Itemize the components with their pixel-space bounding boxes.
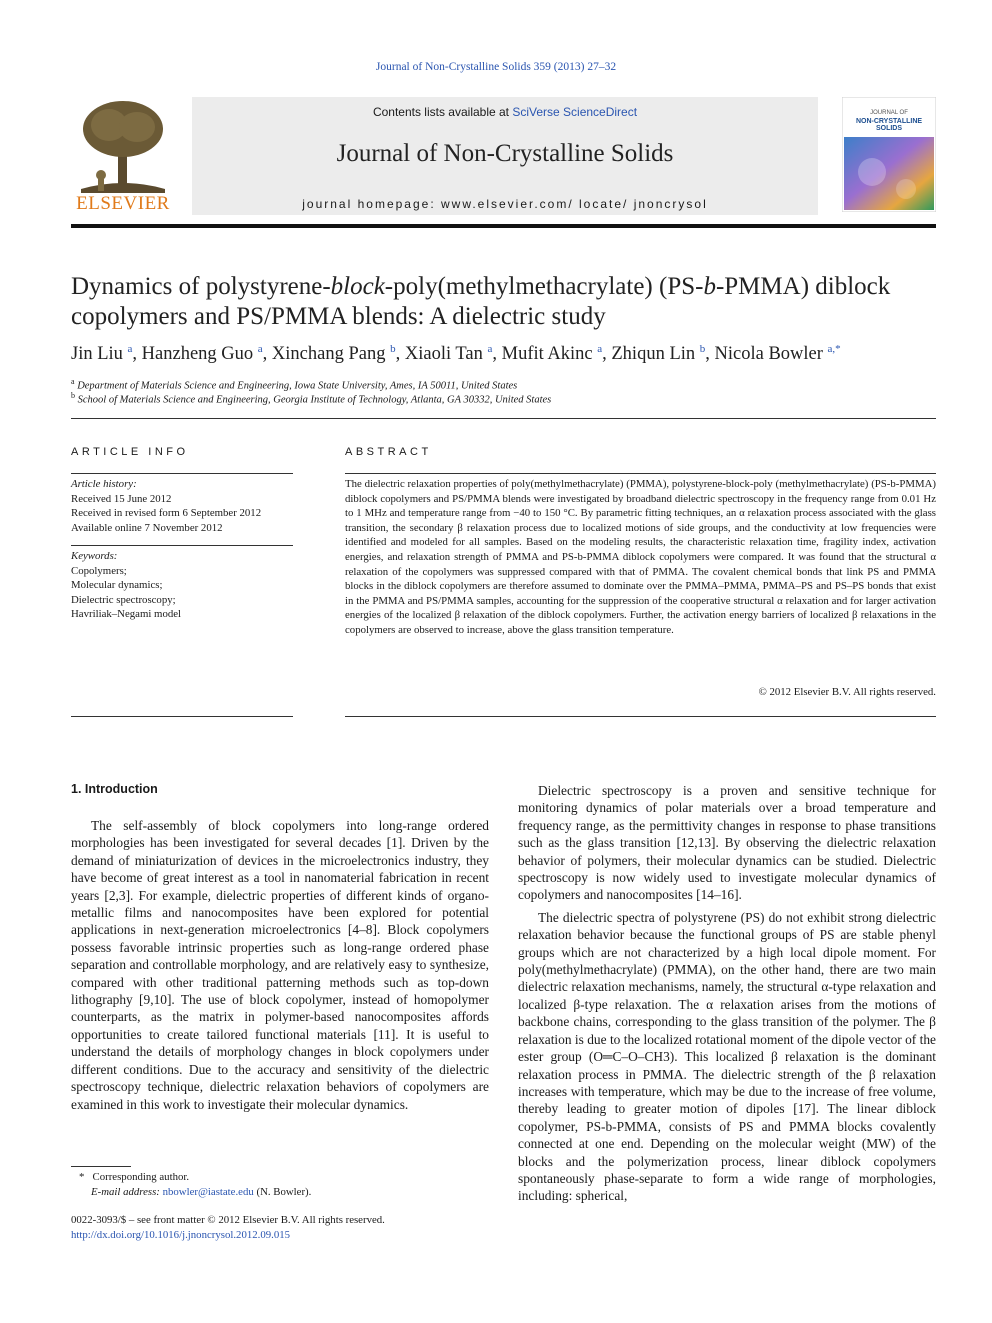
author-affil-mark[interactable]: a [597,343,603,355]
body-column-left [71,817,489,1113]
keywords [71,549,293,622]
keyword: Molecular dynamics; [71,579,163,592]
elsevier-logo [71,97,175,215]
email-suffix: (N. Bowler). [256,1186,312,1198]
author-name[interactable]: Nicola Bowler [714,344,823,365]
journal-name: Journal of Non-Crystalline Solids [336,140,674,167]
keyword: Dielectric spectroscopy; [71,593,176,606]
affiliation-a [71,377,936,392]
email-label: E-mail address: [91,1186,160,1198]
masthead-rule [71,224,936,228]
history-label: Article history: [71,478,137,490]
issn-line: 0022-3093/$ – see front matter © 2012 Elsevier B.V. All rights reserved. [71,1214,385,1226]
author-affil-mark[interactable]: a [257,343,263,355]
info-rule [71,545,293,546]
doi-link[interactable]: http://dx.doi.org/10.1016/j.jnoncrysol.2012.09.015 [71,1229,291,1241]
keywords-label: Keywords: [71,550,118,562]
author-affil-mark[interactable]: a,* [827,343,841,355]
author-list: Jin Liu $^a$, Hanzheng Guo $^a$, Xinchang Pang $^b$, Xiaoli Tan $^a$, Mufit Akinc $^a$, Zhiqun Lin $^b$, Nicola Bowler $^{a,*}$ [71,343,841,365]
footnote-star: * [79,1171,85,1183]
page-footer [71,1213,489,1243]
footnote-corresponding: Corresponding author. [92,1171,190,1183]
info-rule [71,473,293,474]
cover-title-line-2: NON-CRYSTALLINE SOLIDS [855,118,923,132]
author-name[interactable]: Zhiqun Lin [611,344,696,365]
cover-title-line-1: JOURNAL OF [870,110,908,116]
author-name[interactable]: Jin Liu [71,344,123,365]
affiliation-rule [71,418,936,419]
footnote-rule [71,1166,131,1167]
author-affil-mark[interactable]: b [390,343,396,355]
affiliation-text: School of Materials Science and Engineering, Georgia Institute of Technology, Atlanta, GA 30332, United States [77,394,552,406]
author-affil-mark[interactable]: b [699,343,706,355]
keyword: Copolymers; [71,564,127,577]
received-date: Received 15 June 2012 [71,492,172,505]
title-part-2: block [330,273,385,300]
affiliation-b [71,391,936,406]
section-heading-introduction: 1. Introduction [71,782,158,796]
article-title [71,272,936,332]
info-rule [71,716,293,717]
abstract-heading: ABSTRACT [345,446,432,458]
keyword: Havriliak–Negami model [71,608,182,621]
abstract-copyright: © 2012 Elsevier B.V. All rights reserved. [758,686,936,698]
elsevier-wordmark: ELSEVIER [76,193,170,214]
body-column-right [518,782,936,1205]
title-part-4: b [703,273,716,300]
journal-cover-thumbnail[interactable] [842,97,936,212]
paragraph: Dielectric spectroscopy is a proven and sensitive technique for monitoring dynamics of polar materials over a broad temperature and frequency range, as the permittivity changes in response to phase transitions such as the glass transition [12,13]. By observing the dielectric relaxation behavior of polymers, their molecular dynamics can be studied. Dielectric spectroscopy is now widely used to investigate molecular dynamics of copolymers and nanocomposites [14–16]. [518,783,936,903]
corresponding-author-footnote [71,1170,489,1200]
journal-homepage[interactable]: journal homepage: www.elsevier.com/ locate/ jnoncrysol [302,197,708,211]
affiliation-text: Department of Materials Science and Engineering, Iowa State University, Ames, IA 50011, United States [77,380,518,392]
article-history [71,477,293,535]
title-part-5: -PMMA) diblock copolymers and PS/PMMA blends: A dielectric study [71,273,891,330]
author-affil-mark[interactable]: a [127,343,133,355]
revised-date: Received in revised form 6 September 2012 [71,507,262,520]
abstract-text: The dielectric relaxation properties of poly(methylmethacrylate) (PMMA), polystyrene-block-poly (methylmethacrylate) (PS-b-PMMA) diblock copolymers and PS/PMMA blends were investigated by broadband dielectric spectroscopy in the frequency range from 0.01 Hz to 1 MHz and temperature range from −40 to 150 °C. By parametric fitting techniques, an α relaxation process associated with the glass transition, the secondary β relaxation process due to localized motions of side groups, and the conductivity at low frequencies were identified and modeled for all samples. Based on the modeling results, the characteristic relaxation time, fragility index, activation energies, and relaxation strength of PMMA and PS-b-PMMA diblock copolymers were compared. It was found that the structural α relaxation of the copolymers was suppressed compared with that of PMMA. The covalent chemical bonds that link PS and PMMA blocks in the diblock copolymers are therefore assumed to dominate over the PMMA–PMMA, PMMA–PS and PS–PS bonds that exist in the PMMA and PS/PMMA samples, accounting for the suppression of the cooperative structural α relaxation and for larger activation energies of the localized β relaxation of the diblock copolymers. Further, the activation energy barriers of localized β relaxations in the copolymers are observed to increase, above the glass transition temperature. [345,478,936,636]
article-info-heading: ARTICLE INFO [71,446,189,458]
author-name[interactable]: Xinchang Pang [271,344,386,365]
paragraph: The self-assembly of block copolymers into long-range ordered morphologies has been investigated for several decades [1]. Driven by the demand of miniaturization of devices in the microelectronics industry, they have become of great interest as a tool in nanomaterial fabrication in recent years [2,3]. For example, dielectric properties of different kinds of organo-metallic films and nanocomposites have been explored for potential applications in next-generation microelectronics [4–8]. Block copolymers possess favorable intrinsic properties such as long-range ordered phase separation and controllable morphology, and are relatively easy to synthesize, compared with other traditional patterning methods such as top-down lithography [9,10]. The use of block copolymer, instead of homopolymer counterparts, as the matrix in polymer-based nanocomposites affords opportunities to create tailored functional materials [11]. It is useful to understand the details of morphology changes in block copolymers under different conditions. Due to the accuracy and sensitivity of the dielectric spectroscopy technique, dielectric relaxation behaviors of copolymers are examined in this work to investigate their molecular dynamics. [71,818,489,1112]
contents-prefix: Contents lists available at [372,105,513,119]
online-date: Available online 7 November 2012 [71,521,223,534]
contents-line [192,105,818,119]
paragraph: The dielectric spectra of polystyrene (PS) do not exhibit strong dielectric relaxation behavior because the functional groups of PS are stable phenyl groups which are not characterized by a high local dipole moment. For poly(methylmethacrylate) (PMMA), on the other hand, there are two main dielectric relaxation mechanisms, namely, the structural α-type relaxation and localized β-type relaxation. The α relaxation arises from the motions of backbone chains, corresponding to the glass transition of the polymer. The β relaxation is due to the localized rotational moment of the dipole vector of the ester group (O═C–O–CH3). This localized β relaxation is the dominant relaxation process in PMMA. The dielectric strength of the β relaxation increases with temperature, which may be due to the increase of free volume, thereby leading to greater motion of dipoles [17]. The linear diblock copolymer, PS-b-PMMA, consists of PS and PMMA blocks covalently connected at one end. Depending on the molecular weight (MW) of the blocks and the polymerization process, linear diblock copolymers spontaneously phase-separate to form a wide range of morphologies, including: spherical, [518,909,936,1204]
affiliation-mark: b [71,391,75,400]
title-part-3: -poly(methylmethacrylate) (PS- [384,273,704,300]
sciencedirect-link[interactable]: SciVerse ScienceDirect [512,105,638,119]
author-name[interactable]: Xiaoli Tan [404,344,483,365]
email-link[interactable]: nbowler@iastate.edu [162,1186,254,1198]
author-affil-mark[interactable]: a [487,343,493,355]
author-name[interactable]: Mufit Akinc [501,344,593,365]
title-part-1: Dynamics of polystyrene- [71,273,331,300]
affiliation-mark: a [71,377,75,386]
abstract-rule [345,473,936,474]
journal-citation[interactable]: Journal of Non-Crystalline Solids 359 (2013) 27–32 [375,61,617,73]
abstract-rule [345,716,936,717]
author-name[interactable]: Hanzheng Guo [141,344,254,365]
